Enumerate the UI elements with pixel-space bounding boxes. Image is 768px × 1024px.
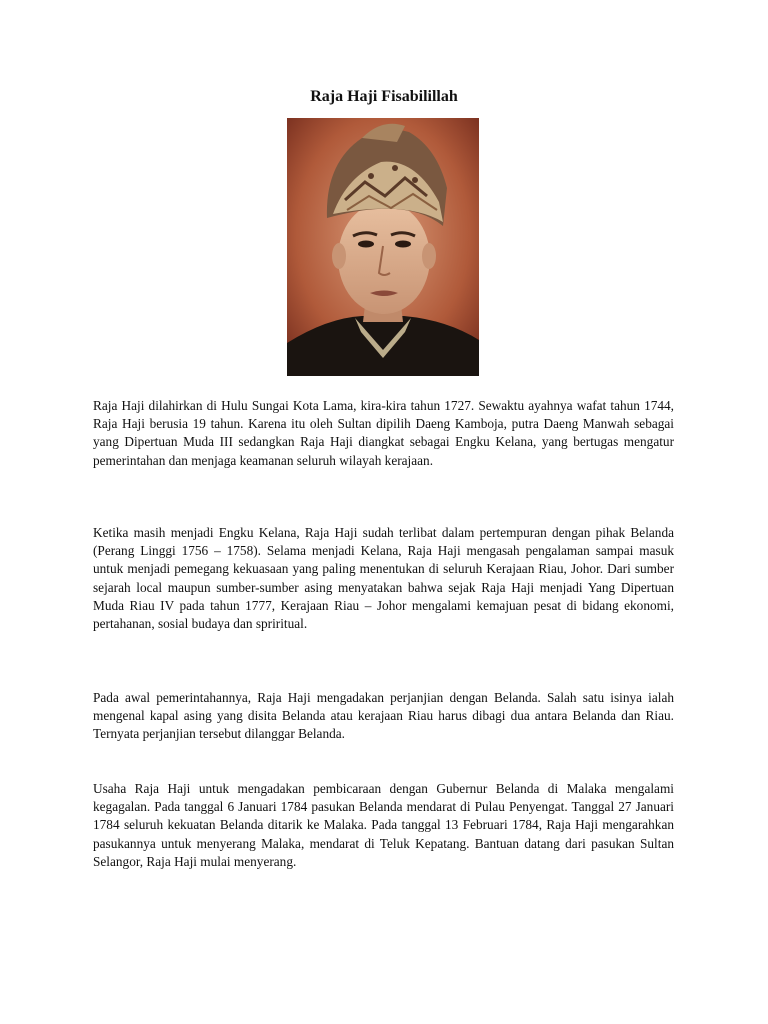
paragraph: Pada awal pemerintahannya, Raja Haji mengadakan perjanjian dengan Belanda. Salah satu isinya ialah mengenal kapal asing yang disita Belanda atau kerajaan Riau harus dibagi dua antara Belanda dan Riau. Ternyata perjanjian tersebut dilanggar Belanda. xyxy=(93,690,674,742)
paragraph: Raja Haji dilahirkan di Hulu Sungai Kota Lama, kira-kira tahun 1727. Sewaktu ayahnya wafat tahun 1744, Raja Haji berusia 19 tahun. Karena itu oleh Sultan dipilih Daeng Kamboja, putra Daeng Manwah sebagai yang Dipertuan Muda III sedangkan Raja Haji diangkat sebagai Engku Kelana, yang bertugas mengatur pemerintahan dan menjaga keamanan seluruh wilayah kerajaan. xyxy=(93,398,674,468)
paragraph: Ketika masih menjadi Engku Kelana, Raja Haji sudah terlibat dalam pertempuran dengan pihak Belanda (Perang Linggi 1756 – 1758). Selama menjadi Kelana, Raja Haji mengasah pengalaman sampai masuk untuk menjadi pemegang kekuasaan yang paling menentukan di seluruh Kerajaan Riau, Johor. Dari sumber sejarah local maupun sumber-sumber asing menyatakan bahwa sejak Raja Haji menjadi Yang Dipertuan Muda Riau IV pada tahun 1777, Kerajaan Riau – Johor mengalami kemajuan pesat di bidang ekonomi, pertahanan, sosial budaya dan spriritual. xyxy=(93,525,674,632)
portrait-image xyxy=(287,118,479,376)
document-title: Raja Haji Fisabilillah xyxy=(310,88,458,105)
paragraph: Usaha Raja Haji untuk mengadakan pembicaraan dengan Gubernur Belanda di Malaka mengalami kegagalan. Pada tanggal 6 Januari 1784 pasukan Belanda mendarat di Pulau Penyengat. Tanggal 27 Januari 1784 seluruh kekuatan Belanda ditarik ke Malaka. Pada tanggal 13 Februari 1784, Raja Haji mengarahkan pasukannya untuk menyerang Malaka, mendarat di Teluk Kepatang. Bantuan datang dari pasukan Sultan Selangor, Raja Haji mulai menyerang. xyxy=(93,781,674,869)
